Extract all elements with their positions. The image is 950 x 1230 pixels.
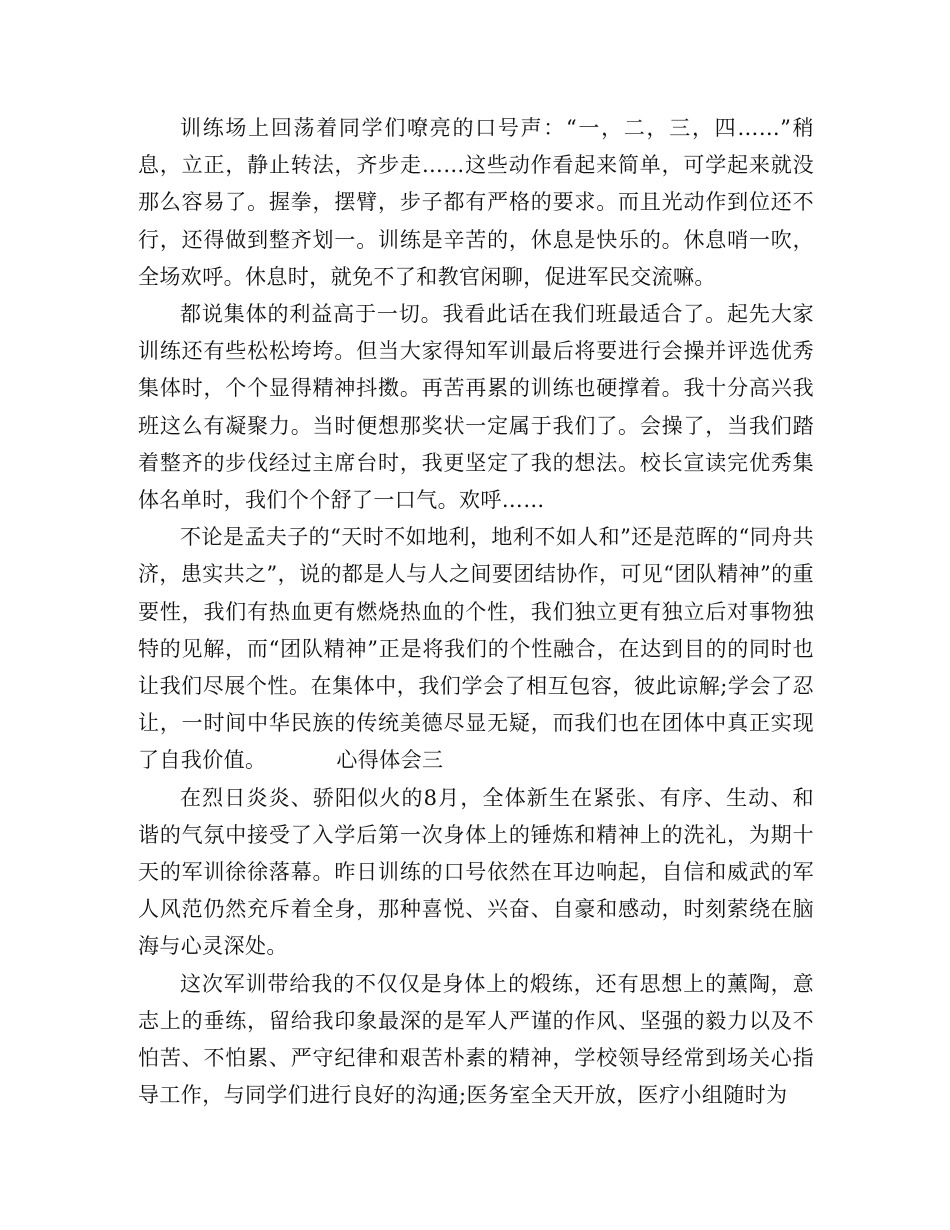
document-body <box>138 110 814 1114</box>
paragraph-3 <box>138 519 814 779</box>
paragraph-2: 都说集体的利益高于一切。我看此话在我们班最适合了。起先大家训练还有些松松垮垮。但当大家得知军训最后将要进行会操并评选优秀集体时，个个显得精神抖擞。再苦再累的训练也硬撑着。我十分高兴我班这么有凝聚力。当时便想那奖状一定属于我们了。会操了，当我们踏着整齐的步伐经过主席台时，我更坚定了我的想法。校长宣读完优秀集体名单时，我们个个舒了一口气。欢呼…… <box>138 302 814 513</box>
paragraph-4: 在烈日炎炎、骄阳似火的8月，全体新生在紧张、有序、生动、和谐的气氛中接受了入学后第一次身体上的锤炼和精神上的洗礼，为期十天的军训徐徐落幕。昨日训练的口号依然在耳边响起，自信和威武的军人风范仍然充斥着全身，那种喜悦、兴奋、自豪和感动，时刻萦绕在脑海与心灵深处。 <box>138 785 814 959</box>
paragraph-3-text: 不论是孟夫子的“天时不如地利，地利不如人和”还是范晖的“同舟共济，患实共之”，说的都是人与人之间要团结协作，可见“团队精神”的重要性，我们有热血更有燃烧热血的个性，我们独立更有独立后对事物独特的见解，而“团队精神”正是将我们的个性融合，在达到目的的同时也让我们尽展个性。在集体中，我们学会了相互包容，彼此谅解;学会了忍让，一时间中华民族的传统美德尽显无疑，而我们也在团体中真正实现了自我价值。 <box>138 525 814 773</box>
section-heading: 心得体会三 <box>336 748 444 773</box>
paragraph-1: 训练场上回荡着同学们嘹亮的口号声：“一，二，三，四……”稍息，立正，静止转法，齐步走……这些动作看起来简单，可学起来就没那么容易了。握拳，摆臂，步子都有严格的要求。而且光动作到位还不行，还得做到整齐划一。训练是辛苦的，休息是快乐的。休息哨一吹，全场欢呼。休息时，就免不了和教官闲聊，促进军民交流嘛。 <box>138 116 814 289</box>
paragraph-5: 这次军训带给我的不仅仅是身体上的煅练，还有思想上的薰陶，意志上的垂练，留给我印象最深的是军人严谨的作风、坚强的毅力以及不怕苦、不怕累、严守纪律和艰苦朴素的精神，学校领导经常到场关心指导工作，与同学们进行良好的沟通;医务室全天开放，医疗小组随时为 <box>138 971 814 1108</box>
